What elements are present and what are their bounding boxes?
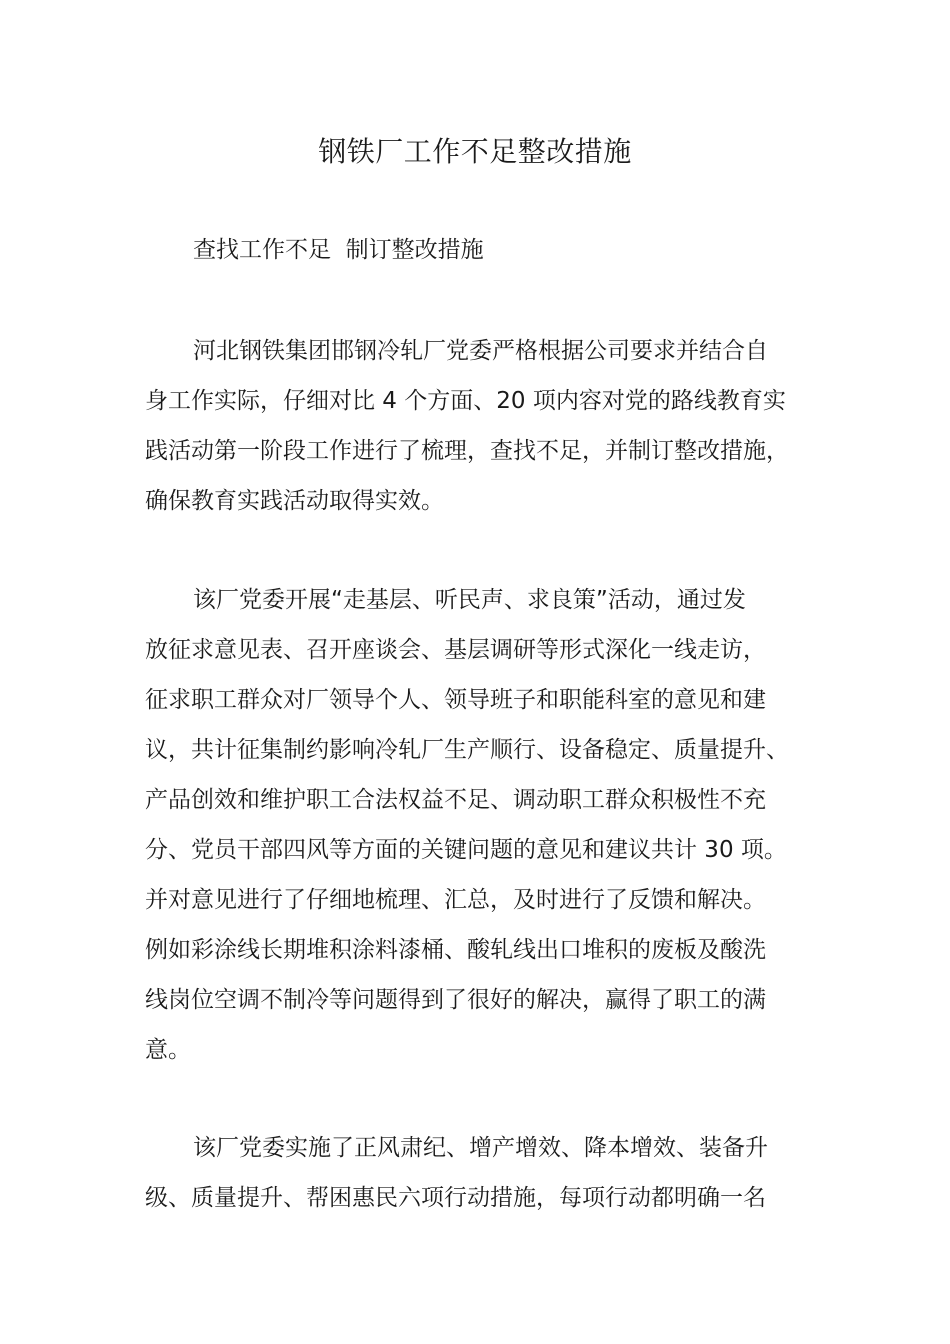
paragraph-line: 例如彩涂线长期堆积涂料漆桶、酸轧线出口堆积的废板及酸洗 <box>145 937 766 963</box>
paragraph-line: 该厂党委实施了正风肃纪、增产增效、降本增效、装备升 <box>193 1135 768 1161</box>
paragraph-line: 征求职工群众对厂领导个人、领导班子和职能科室的意见和建 <box>145 687 766 713</box>
paragraph-line: 线岗位空调不制冷等问题得到了很好的解决，赢得了职工的满 <box>145 987 766 1013</box>
paragraph-line: 放征求意见表、召开座谈会、基层调研等形式深化一线走访， <box>145 637 766 663</box>
paragraph-line: 践活动第一阶段工作进行了梳理，查找不足，并制订整改措施， <box>145 438 789 464</box>
paragraph-line: 河北钢铁集团邯钢冷轧厂党委严格根据公司要求并结合自 <box>193 338 768 364</box>
paragraph-2 <box>145 575 789 1075</box>
paragraph-1 <box>145 326 789 526</box>
paragraph-line: 并对意见进行了仔细地梳理、汇总，及时进行了反馈和解决。 <box>145 887 766 913</box>
paragraph-line: 议，共计征集制约影响冷轧厂生产顺行、设备稳定、质量提升、 <box>145 737 789 763</box>
document-subtitle: 查找工作不足 制订整改措施 <box>193 237 484 263</box>
document-title: 钢铁厂工作不足整改措施 <box>318 135 632 168</box>
paragraph-line: 意。 <box>145 1037 191 1063</box>
paragraph-line: 产品创效和维护职工合法权益不足、调动职工群众积极性不充 <box>145 787 766 813</box>
paragraph-line: 分、党员干部四风等方面的关键问题的意见和建议共计 30 项。 <box>145 837 787 863</box>
paragraph-line: 确保教育实践活动取得实效。 <box>145 488 444 514</box>
paragraph-line: 该厂党委开展“走基层、听民声、求良策”活动，通过发 <box>193 587 746 613</box>
paragraph-line: 级、质量提升、帮困惠民六项行动措施，每项行动都明确一名 <box>145 1185 766 1211</box>
paragraph-3 <box>145 1123 768 1223</box>
paragraph-line: 身工作实际，仔细对比 4 个方面、20 项内容对党的路线教育实 <box>145 388 786 414</box>
